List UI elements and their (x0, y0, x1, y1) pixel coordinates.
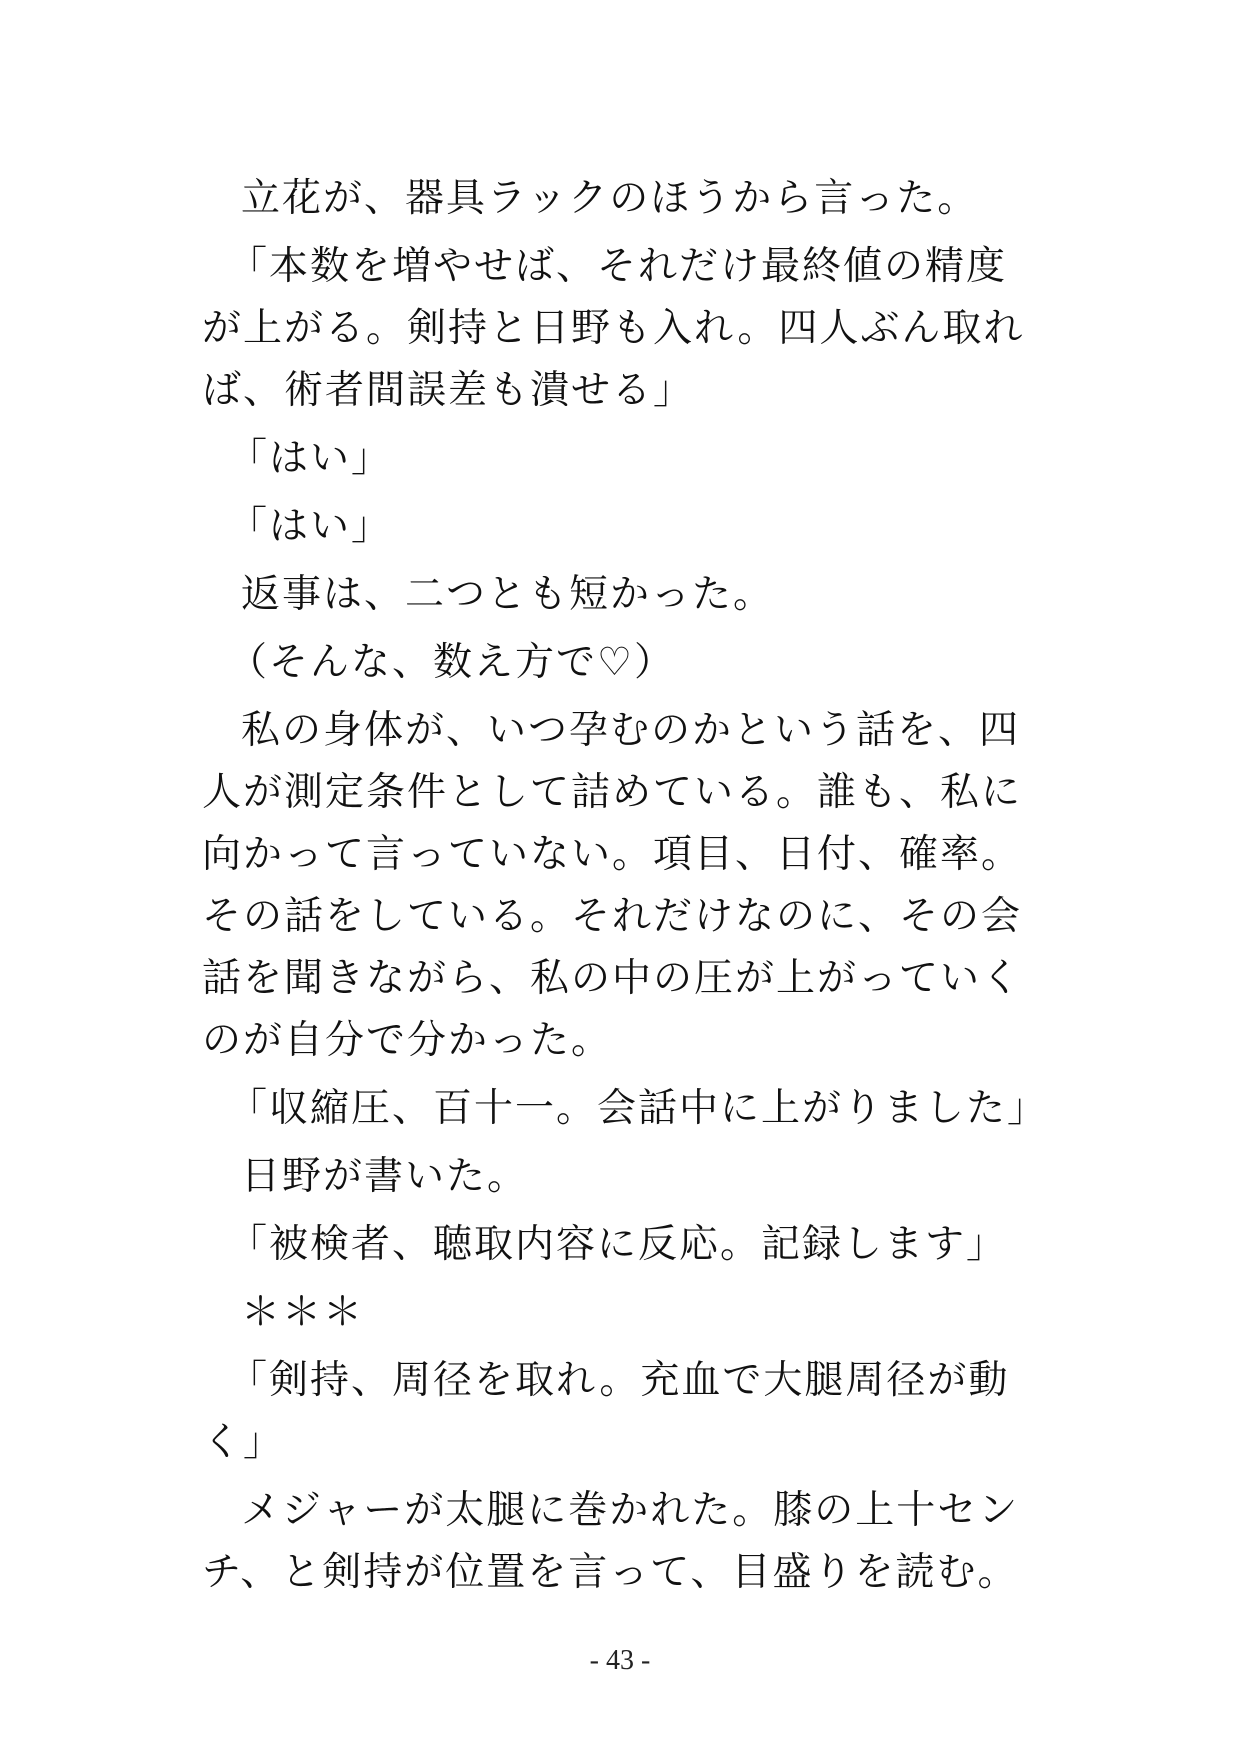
paragraph: 返事は、二つとも短かった。 (241, 572, 775, 617)
paragraph: メジャーが太腿に巻かれた。膝の上十センチ、と剣持が位置を言って、目盛りを読む。 (202, 1488, 1020, 1595)
paragraph: 「はい」 (228, 504, 393, 549)
paragraph: 「本数を増やせば、それだけ最終値の精度が上がる。剣持と日野も入れ。四人ぶん取れば、術者間誤差も潰せる」 (202, 244, 1025, 413)
paragraph: 「剣持、周径を取れ。充血で大腿周径が動く」 (202, 1358, 1010, 1465)
body-text (202, 168, 1049, 1610)
paragraph: 「被検者、聴取内容に反応。記録します」 (228, 1222, 1008, 1267)
paragraph: （そんな、数え方で♡） (228, 640, 675, 685)
paragraph: 日野が書いた。 (241, 1154, 529, 1199)
paragraph: 「収縮圧、百十一。会話中に上がりました」 (228, 1086, 1049, 1131)
paragraph: 立花が、器具ラックのほうから言った。 (241, 176, 979, 221)
scene-break: ＊＊＊ (241, 1290, 365, 1335)
page-number: - 43 - (589, 1645, 651, 1676)
paragraph: 「はい」 (228, 436, 393, 481)
paragraph: 私の身体が、いつ孕むのかという話を、四人が測定条件として詰めている。誰も、私に向かって言っていない。項目、日付、確率。その話をしている。それだけなのに、その会話を聞きながら、私の中の圧が上がっていくのが自分で分かった。 (202, 708, 1023, 1063)
